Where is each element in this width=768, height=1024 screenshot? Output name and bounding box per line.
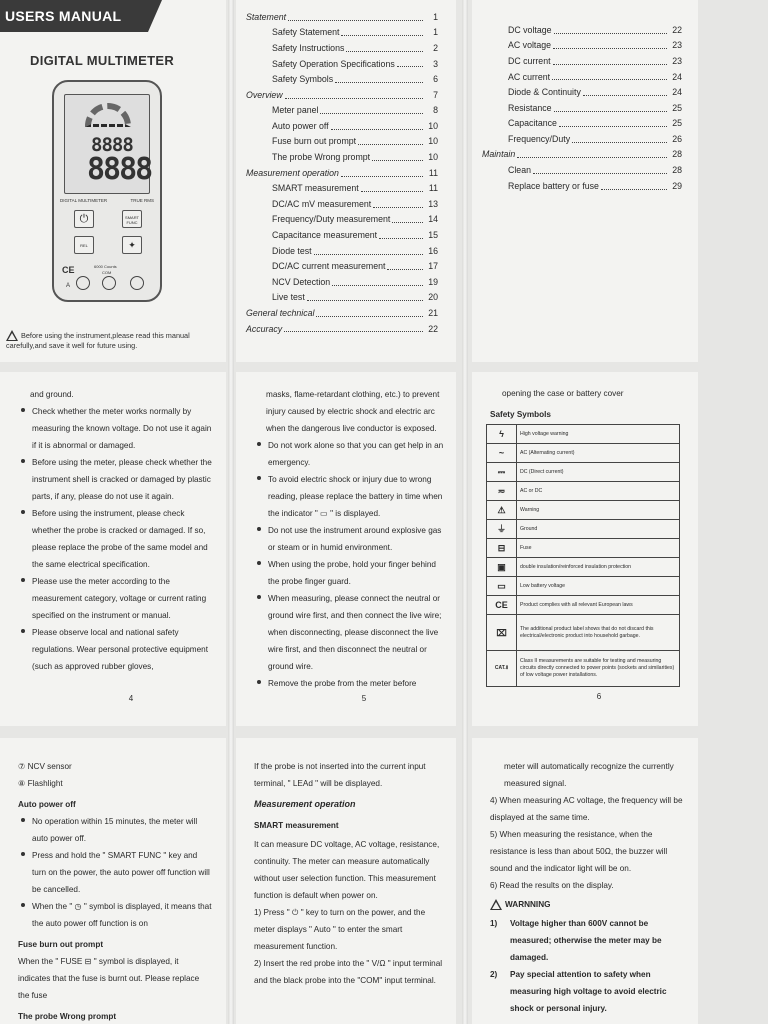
toc-leader-dots: [553, 64, 667, 65]
toc-leader-dots: [361, 191, 423, 192]
toc-entry-page: 28: [672, 165, 682, 176]
toc-entry-label: Diode & Continuity: [508, 87, 581, 98]
warning-heading: WARNNING: [490, 896, 688, 913]
toc-entry-label: Maintain: [482, 149, 516, 160]
smart-step-6: 6) Read the results on the display.: [490, 881, 614, 890]
toc-entry: [246, 273, 438, 289]
toc-list-1: [246, 8, 438, 335]
ce-mark: CE: [62, 265, 75, 275]
toc-leader-dots: [288, 20, 423, 21]
toc-entry-page: 25: [672, 102, 682, 113]
toc-entry: [482, 115, 682, 131]
toc-entry: [246, 164, 438, 180]
toc-entry-label: Accuracy: [246, 323, 283, 334]
symbol-row: [487, 520, 680, 539]
measurement-operation-heading: Measurement operation: [254, 799, 356, 809]
bullet-item: Check whether the meter works normally by measuring the known voltage. Do not use it again if it is abnormal or damaged.: [18, 403, 212, 454]
lcd-secondary-digits: 8888: [87, 152, 152, 187]
toc-leader-dots: [341, 176, 423, 177]
toc-entry-page: 26: [672, 133, 682, 144]
bullet-item: Do not work alone so that you can get help in an emergency.: [254, 437, 444, 471]
fold-crease: [462, 0, 468, 1024]
symbol-row: [487, 651, 680, 687]
symbol-description: Class II measurements are suitable for testing and measuring circuits directly connected to power points (sockets and similarities) of low voltage power installations.: [517, 651, 680, 687]
toc-entry-label: Measurement operation: [246, 167, 339, 178]
toc-entry-label: DC current: [508, 55, 551, 66]
toc-entry-label: DC voltage: [508, 24, 552, 35]
auto-power-off-heading: Auto power off: [18, 800, 76, 809]
toc-entry-label: DC/AC mV measurement: [272, 198, 372, 209]
toc-leader-dots: [335, 82, 423, 83]
page-9: [472, 738, 698, 1024]
toc-entry: [246, 289, 438, 305]
rel-button: REL: [74, 236, 94, 254]
toc-leader-dots: [358, 144, 423, 145]
toc-entry: [246, 180, 438, 196]
symbol-icon: ⚠: [487, 501, 517, 520]
toc-entry-label: Overview: [246, 89, 283, 100]
toc-leader-dots: [552, 79, 667, 80]
toc-leader-dots: [332, 285, 423, 286]
toc-leader-dots: [372, 160, 423, 161]
symbol-row: [487, 482, 680, 501]
toc-entry-page: 10: [428, 120, 438, 131]
toc-leader-dots: [554, 33, 667, 34]
toc-entry-page: 10: [428, 152, 438, 163]
toc-entry-page: 24: [672, 87, 682, 98]
bullet-item: When using the probe, hold your finger behind the probe finger guard.: [254, 556, 444, 590]
toc-entry-page: 8: [433, 105, 438, 116]
jack-com: [102, 276, 116, 290]
smart-measurement-text: It can measure DC voltage, AC voltage, resistance, continuity. The meter can measure automatically without user selection function. This measurement function is default when power on.: [254, 840, 440, 900]
ncv-sensor-item: ⑦ NCV sensor: [18, 762, 72, 771]
page-number-5: 5: [361, 694, 367, 703]
warning-item-1: 1) Voltage higher than 600V cannot be measured; otherwise the meter may be damaged.: [490, 919, 662, 962]
toc-leader-dots: [397, 66, 423, 67]
meter-lcd: [64, 94, 150, 194]
toc-entry-label: Auto power off: [272, 120, 329, 131]
symbol-row: [487, 615, 680, 651]
toc-entry-label: Replace battery or fuse: [508, 180, 599, 191]
smart-step-5: 5) When measuring the resistance, when the resistance is less than about 50Ω, the buzzer will sound and the indicator light will be on.: [490, 830, 668, 873]
toc-entry: [246, 242, 438, 258]
toc-entry: [482, 37, 682, 53]
toc-entry-page: 16: [428, 245, 438, 256]
toc-entry: [246, 304, 438, 320]
toc-entry-page: 11: [428, 167, 438, 178]
toc-entry-label: Safety Operation Specifications: [272, 58, 395, 69]
toc-entry-page: 14: [428, 214, 438, 225]
toc-leader-dots: [517, 157, 667, 158]
safety-symbols-table: [486, 424, 680, 687]
symbol-icon: ⏚: [487, 520, 517, 539]
toc-entry-label: Meter panel: [272, 105, 319, 116]
toc-entry: [246, 226, 438, 242]
symbol-icon: ⌧: [487, 615, 517, 651]
toc-leader-dots: [307, 300, 423, 301]
p5-bullets: [254, 437, 444, 692]
toc-entry-label: Statement: [246, 11, 287, 22]
toc-entry-label: Live test: [272, 292, 305, 303]
toc-leader-dots: [553, 48, 667, 49]
toc-entry-label: Capacitance: [508, 118, 557, 129]
toc-leader-dots: [533, 173, 667, 174]
symbol-description: Product complies with all relevant European laws: [517, 596, 680, 615]
toc-entry: [482, 68, 682, 84]
p8-lead: If the probe is not inserted into the current input terminal, " LEAd " will be displayed.: [254, 762, 426, 788]
auto-power-off-bullet-2: Press and hold the " SMART FUNC " key and turn on the power, the auto power off function will be cancelled.: [18, 847, 212, 898]
page-number-4: 4: [128, 694, 134, 703]
symbol-description: double insulation/reinforced insulation protection: [517, 558, 680, 577]
jack-a: [76, 276, 90, 290]
page-number-6: 6: [596, 692, 602, 701]
toc-leader-dots: [346, 51, 423, 52]
toc-entry-label: Fuse burn out prompt: [272, 136, 357, 147]
toc-entry: [246, 24, 438, 40]
toc-entry-page: 22: [672, 24, 682, 35]
toc-entry: [246, 55, 438, 71]
toc-entry-label: AC voltage: [508, 40, 552, 51]
toc-entry: [246, 133, 438, 149]
toc-entry: [482, 83, 682, 99]
symbol-description: Ground: [517, 520, 680, 539]
flashlight-item: ⑧ Flashlight: [18, 779, 63, 788]
toc-entry-page: 28: [672, 149, 682, 160]
symbol-icon: ≂: [487, 482, 517, 501]
toc-entry-page: 1: [433, 11, 438, 22]
symbol-row: [487, 501, 680, 520]
toc-leader-dots: [341, 35, 423, 36]
toc-entry: [246, 211, 438, 227]
toc-entry-page: 21: [428, 308, 438, 318]
symbol-row: [487, 558, 680, 577]
smart-step-2: 2) Insert the red probe into the " V/Ω " input terminal and the black probe into the "COM" input terminal.: [254, 959, 443, 985]
toc-entry-page: 29: [672, 180, 682, 191]
symbol-icon: ⎓: [487, 463, 517, 482]
symbol-icon: ϟ: [487, 425, 517, 444]
p4-bullets: [18, 403, 212, 675]
toc-entry: [482, 146, 682, 162]
power-button-icon: ⏻: [74, 210, 94, 228]
meter-brand-label: DIGITAL MULTIMETER: [60, 198, 108, 203]
toc-entry-label: NCV Detection: [272, 276, 331, 287]
probe-wrong-heading: The probe Wrong prompt: [18, 1012, 117, 1021]
toc-entry: [246, 86, 438, 102]
toc-entry: [246, 117, 438, 133]
toc-panel-2: [472, 0, 698, 362]
toc-panel-1: [236, 0, 456, 362]
symbol-icon: ▭: [487, 577, 517, 596]
toc-leader-dots: [284, 331, 423, 332]
cover-title: DIGITAL MULTIMETER: [30, 53, 175, 68]
symbol-description: AC (Alternating current): [517, 444, 680, 463]
jack-a-label: A: [66, 283, 71, 289]
toc-entry-page: 25: [672, 118, 682, 129]
toc-leader-dots: [379, 238, 423, 239]
symbol-description: The additional product label shows that do not discard this electrical/electronic product into household garbage.: [517, 615, 680, 651]
toc-entry: [246, 320, 438, 336]
fold-crease: [228, 0, 234, 1024]
toc-entry-label: General technical: [246, 308, 315, 318]
toc-entry: [482, 177, 682, 193]
bullet-item: Before using the meter, please check whether the instrument shell is cracked or damaged by plastic parts, if any, please do not use it again.: [18, 454, 212, 505]
toc-entry-label: Frequency/Duty: [508, 133, 571, 144]
counts-label: 6000 Counts: [94, 264, 117, 269]
symbol-row: [487, 596, 680, 615]
toc-list-2: [482, 21, 682, 193]
flashlight-button-icon: ✦: [122, 236, 142, 254]
toc-leader-dots: [331, 129, 423, 130]
toc-entry: [482, 21, 682, 37]
smart-func-button: SMART FUNC: [122, 210, 142, 228]
jack-com-label: COM: [102, 270, 112, 275]
toc-entry-label: Safety Statement: [272, 27, 340, 38]
bullet-item: Remove the probe from the meter before: [254, 675, 444, 692]
toc-entry-page: 13: [428, 198, 438, 209]
toc-entry: [246, 39, 438, 55]
toc-leader-dots: [316, 316, 423, 317]
symbol-row: [487, 444, 680, 463]
symbol-description: AC or DC: [517, 482, 680, 501]
toc-entry-label: Resistance: [508, 102, 552, 113]
toc-entry-label: Capacitance measurement: [272, 230, 378, 241]
toc-entry: [246, 195, 438, 211]
toc-leader-dots: [583, 95, 667, 96]
smart-step-4: 4) When measuring AC voltage, the frequency will be displayed at the same time.: [490, 796, 683, 822]
toc-entry-page: 22: [428, 323, 438, 334]
symbol-row: [487, 577, 680, 596]
toc-entry: [246, 70, 438, 86]
page-5: [236, 372, 456, 726]
fuse-burn-heading: Fuse burn out prompt: [18, 940, 104, 949]
toc-entry-page: 20: [428, 292, 438, 303]
toc-entry-page: 10: [428, 136, 438, 147]
toc-entry: [246, 102, 438, 118]
bullet-item: Do not use the instrument around explosive gas or steam or in humid environment.: [254, 522, 444, 556]
toc-entry: [482, 52, 682, 68]
toc-leader-dots: [572, 142, 667, 143]
page-4: [0, 372, 226, 726]
toc-entry-label: Frequency/Duty measurement: [272, 214, 391, 225]
cover-panel: [0, 0, 226, 362]
toc-leader-dots: [373, 207, 423, 208]
symbol-description: DC (Direct current): [517, 463, 680, 482]
toc-entry-page: 3: [433, 58, 438, 69]
symbol-row: [487, 463, 680, 482]
symbol-description: Low battery voltage: [517, 577, 680, 596]
fold-crease: [700, 0, 768, 1024]
toc-entry-label: Safety Symbols: [272, 74, 334, 85]
page-8: [236, 738, 456, 1024]
toc-entry: [246, 258, 438, 274]
toc-leader-dots: [601, 189, 667, 190]
auto-power-off-bullet-1: No operation within 15 minutes, the meter will auto power off.: [18, 813, 212, 847]
symbol-icon: ⊟: [487, 539, 517, 558]
toc-entry-label: Diode test: [272, 245, 312, 256]
toc-entry-page: 6: [433, 74, 438, 85]
toc-entry-label: SMART measurement: [272, 183, 359, 194]
symbol-icon: CAT.Ⅱ: [487, 651, 517, 687]
symbol-description: High voltage warning: [517, 425, 680, 444]
toc-leader-dots: [559, 126, 667, 127]
toc-entry: [482, 99, 682, 115]
toc-leader-dots: [387, 269, 423, 270]
toc-leader-dots: [285, 98, 423, 99]
p6-lead: opening the case or battery cover: [502, 389, 624, 398]
toc-entry: [482, 130, 682, 146]
toc-leader-dots: [320, 113, 423, 114]
toc-entry-page: 2: [433, 42, 438, 53]
p9-lead: meter will automatically recognize the currently measured signal.: [504, 762, 674, 788]
page-7: [0, 738, 226, 1024]
warning-item-2: 2) Pay special attention to safety when measuring high voltage to avoid electric shock or personal injury.: [490, 970, 667, 1013]
symbol-description: Fuse: [517, 539, 680, 558]
toc-entry-label: The probe Wrong prompt: [272, 152, 371, 163]
toc-entry: [482, 161, 682, 177]
fuse-burn-text: When the " FUSE ⊟ " symbol is displayed, it indicates that the fuse is burnt out. Please replace the fuse: [18, 957, 200, 1000]
symbol-icon: ▣: [487, 558, 517, 577]
auto-power-off-bullet-3: When the " ◷ " symbol is displayed, it means that the auto power off function is on: [18, 898, 212, 932]
toc-entry: [246, 8, 438, 24]
p5-lead: masks, flame-retardant clothing, etc.) to prevent injury caused by electric shock and electric arc when the dangerous live conductor is exposed.: [266, 390, 440, 433]
bullet-item: Before using the instrument, please check whether the probe is cracked or damaged. If so, please replace the probe of the same model and the same electrical specification.: [18, 505, 212, 573]
toc-entry-page: 15: [428, 230, 438, 241]
toc-entry-page: 19: [428, 276, 438, 287]
toc-entry-label: AC current: [508, 71, 551, 82]
toc-entry-page: 24: [672, 71, 682, 82]
p4-lead: and ground.: [30, 390, 74, 399]
toc-leader-dots: [392, 222, 423, 223]
toc-leader-dots: [314, 254, 423, 255]
safety-symbols-heading: Safety Symbols: [490, 410, 551, 420]
bullet-item: When measuring, please connect the neutral or ground wire first, and then connect the live wire; when disconnecting, please disconnect the live wire first, and then disconnect the neutral or ground wire.: [254, 590, 444, 675]
toc-entry-label: DC/AC current measurement: [272, 261, 386, 272]
lcd-bargraph-icon: [85, 103, 131, 127]
page-6: [472, 372, 698, 726]
symbol-row: [487, 425, 680, 444]
toc-entry-page: 11: [428, 183, 438, 194]
bullet-item: Please use the meter according to the measurement category, voltage or current rating specified on the instrument or manual.: [18, 573, 212, 624]
toc-entry-page: 1: [433, 27, 438, 38]
symbol-description: Warning: [517, 501, 680, 520]
toc-entry-page: 7: [433, 89, 438, 100]
jack-v: [130, 276, 144, 290]
multimeter-illustration: [52, 80, 162, 302]
input-jacks: [62, 264, 154, 294]
meter-truerms-label: TRUE RMS: [130, 198, 154, 203]
smart-measurement-heading: SMART measurement: [254, 821, 339, 830]
toc-entry-page: 23: [672, 55, 682, 66]
warning-icon: [490, 899, 502, 910]
cover-banner: USERS MANUAL: [0, 0, 148, 32]
lcd-primary-digits: 8888: [91, 134, 133, 156]
cover-note: Before using the instrument,please read this manual carefully,and save it well for future using.: [6, 331, 190, 350]
toc-entry-label: Safety Instructions: [272, 42, 345, 53]
toc-entry-page: 17: [428, 261, 438, 272]
toc-leader-dots: [554, 111, 667, 112]
toc-entry: [246, 148, 438, 164]
smart-step-1: 1) Press " ⏻ " key to turn on the power, and the meter displays " Auto " to enter the smart measurement function.: [254, 908, 426, 951]
symbol-row: [487, 539, 680, 558]
bullet-item: To avoid electric shock or injury due to wrong reading, please replace the battery in time when the indicator " ▭ " is displayed.: [254, 471, 444, 522]
toc-entry-label: Clean: [508, 165, 531, 176]
symbol-icon: CE: [487, 596, 517, 615]
warning-icon: [6, 330, 18, 341]
toc-entry-page: 23: [672, 40, 682, 51]
bullet-item: Please observe local and national safety regulations. Wear personal protective equipment (such as approved rubber gloves,: [18, 624, 212, 675]
symbol-icon: ~: [487, 444, 517, 463]
